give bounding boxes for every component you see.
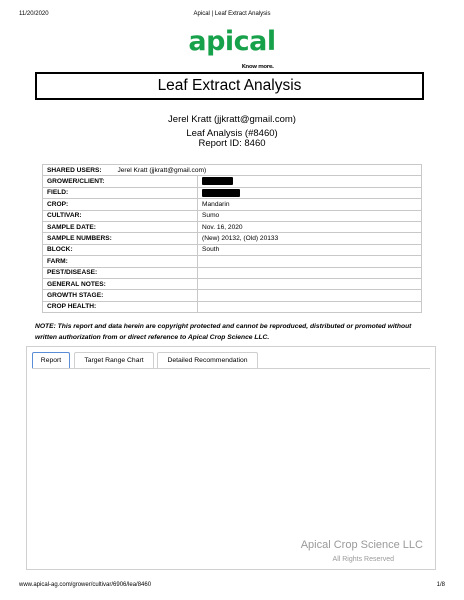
brand-rights: All Rights Reserved	[332, 556, 394, 563]
shared-users-cell	[43, 165, 422, 176]
farm-label: FARM:	[43, 256, 198, 267]
cultivar-label: CULTIVAR:	[43, 210, 198, 221]
pest-disease-value	[198, 267, 422, 278]
sample-numbers-value: (New) 20132, (Old) 20133	[198, 233, 422, 244]
report-panel	[26, 346, 436, 570]
tab-report[interactable]: Report	[32, 352, 70, 368]
report-metadata-table	[42, 164, 422, 313]
table-row	[43, 267, 422, 278]
redaction-bar	[202, 177, 233, 185]
page-url: www.apical-ag.com/grower/cultivar/6906/lea/8460	[19, 582, 152, 588]
general-notes-value	[198, 278, 422, 289]
report-id: Report ID: 8460	[198, 138, 266, 149]
table-row	[43, 244, 422, 255]
crop-label: CROP:	[43, 199, 198, 210]
table-row	[43, 210, 422, 221]
table-row	[43, 278, 422, 289]
growth-stage-value	[198, 290, 422, 301]
block-label: BLOCK:	[43, 244, 198, 255]
block-value: South	[198, 244, 422, 255]
table-row	[43, 233, 422, 244]
shared-users-label: SHARED USERS:	[47, 166, 102, 174]
crop-value: Mandarin	[198, 199, 422, 210]
shared-users-value: Jerel Kratt (jjkratt@gmail.com)	[117, 166, 207, 174]
table-row	[43, 290, 422, 301]
print-page-title: Apical | Leaf Extract Analysis	[193, 11, 271, 17]
table-row	[43, 199, 422, 210]
print-date: 11/20/2020	[19, 11, 49, 17]
crop-health-value	[198, 301, 422, 312]
logo-tagline: Know more.	[241, 64, 274, 70]
grower-client-value	[198, 176, 422, 187]
report-title: Leaf Extract Analysis	[35, 72, 424, 100]
analysis-name: Leaf Analysis (#8460)	[186, 128, 278, 139]
growth-stage-label: GROWTH STAGE:	[43, 290, 198, 301]
sample-date-value: Nov. 16, 2020	[198, 221, 422, 232]
logo-text: apical	[188, 26, 276, 57]
sample-date-label: SAMPLE DATE:	[43, 221, 198, 232]
report-owner: Jerel Kratt (jjkratt@gmail.com)	[168, 114, 296, 125]
table-row	[43, 221, 422, 232]
tab-bar	[32, 352, 430, 369]
table-row	[43, 176, 422, 187]
pest-disease-label: PEST/DISEASE:	[43, 267, 198, 278]
cultivar-value: Sumo	[198, 210, 422, 221]
table-row	[43, 187, 422, 198]
sample-numbers-label: SAMPLE NUMBERS:	[43, 233, 198, 244]
grower-client-label: GROWER/CLIENT:	[43, 176, 198, 187]
crop-health-label: CROP HEALTH:	[43, 301, 198, 312]
brand-name: Apical Crop Science LLC	[300, 539, 423, 551]
redaction-bar	[202, 189, 240, 197]
farm-value	[198, 256, 422, 267]
print-header	[19, 11, 445, 20]
field-label: FIELD:	[43, 187, 198, 198]
page-number: 1/8	[436, 582, 445, 588]
table-row	[43, 301, 422, 312]
tab-detailed-recommendation[interactable]: Detailed Recommendation	[157, 352, 258, 368]
table-row	[43, 165, 422, 176]
general-notes-label: GENERAL NOTES:	[43, 278, 198, 289]
table-row	[43, 256, 422, 267]
tab-target-range-chart[interactable]: Target Range Chart	[74, 352, 154, 368]
copyright-note: NOTE: This report and data herein are copyright protected and cannot be reproduced, distributed or promoted without written authorization from or direct reference to Apical Crop Science LLC.	[35, 323, 412, 341]
field-value	[198, 187, 422, 198]
